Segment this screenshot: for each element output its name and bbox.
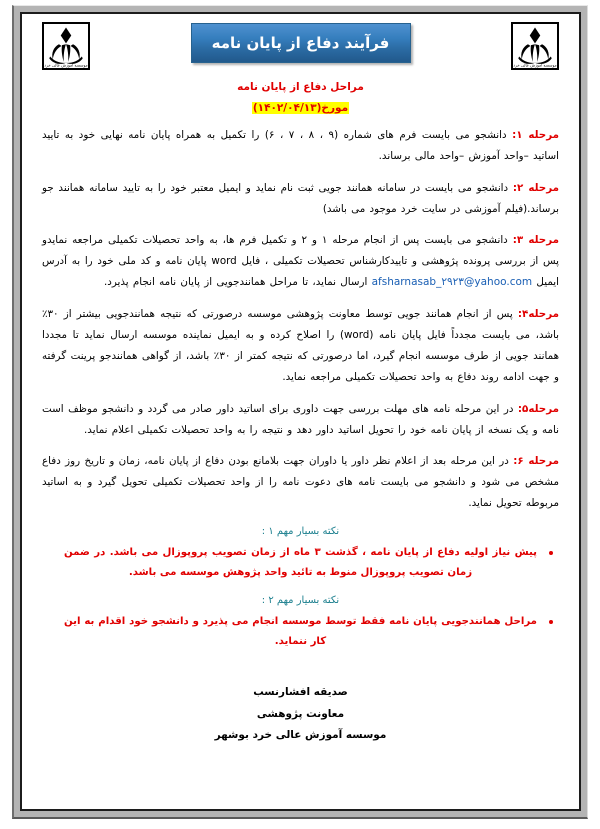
note-list-1 [42,543,559,583]
stage-text-4-after: ) را اصلاح کرده و به ایمیل نماینده موسسه ارسال نماید تا مجددا همانند جویی از طرف موسسه انجام گیرد، اما درصورتی که نتیجه کمتر از ۳۰٪ باشد، از گواهی همانندجو پرینت گرفته و جهت ادامه روند دفاع به واحد تحصیلات تکمیلی مراجعه نماید. [42,329,559,384]
note-list-2 [42,612,559,652]
document-title: فرآیند دفاع از پایان نامه [211,34,390,52]
supervisor-email-link[interactable]: afsharnasab_۲۹۲۳@yahoo.com [371,276,533,289]
document-header [36,20,565,78]
note-heading-1: نکته بسیار مهم ۱ : [261,526,340,538]
plant-emblem-icon [513,24,557,68]
document-page [22,14,579,809]
subtitle-block [36,80,565,115]
stage-label-1: مرحله ۱: [512,129,559,142]
stage-text-5: در این مرحله نامه های مهلت بررسی جهت داوری برای اساتید داور صادر می گردد و دانشجو موظف است نامه و یک نسخه از پایان نامه خود را تحویل اساتید داور دهد و نتیجه را به واحد تحصیلات تکمیلی اعلام نماید. [42,402,559,436]
stage-text-3-middle: پایان نامه و کد ملی خود را به آدرس ایمیل [42,255,559,289]
logo-caption: موسسه آموزش عالی خرد [44,62,88,68]
stage-item-3 [42,230,559,294]
stages-container [36,125,565,747]
stage-text-6: در این مرحله بعد از اعلام نظر داور یا داوران جهت بلامانع بودن دفاع از پایان نامه، زمان و تاریخ روز دفاع مشخص می شود و دانشجو می بایست نامه های دعوت نامه را از واحد تحصیلات تکمیلی تحویل گیرد و به اساتید مربوطه تحویل نماید. [42,455,559,510]
stage-item-5 [42,399,559,441]
stage-label-3: مرحله ۳: [512,234,559,247]
stage-text-1: دانشجو می بایست فرم های شماره (۹ ، ۸ ، ۷ ، ۶) را تکمیل به همراه پایان نامه نهایی خود به تایید اساتید –واحد آموزش –واحد مالی برساند. [42,129,559,163]
institute-logo-left [42,22,90,70]
page-border-frame [12,5,588,819]
stage-label-5: مرحله۵: [517,402,559,415]
logo-caption: موسسه آموزش عالی خرد [513,62,557,68]
stage-item-6 [42,451,559,514]
subtitle-text: مراحل دفاع از پایان نامه [237,81,364,93]
institute-logo-right [511,22,559,70]
document-date-highlight: مورخ(۱۴۰۲/۰۴/۱۳) [252,101,349,114]
signature-role: معاونت پژوهشی [256,707,345,720]
stage-label-6: مرحله ۶: [513,455,560,468]
document-title-banner [191,23,411,63]
signature-block [42,682,559,747]
page-sheet [20,12,581,811]
stage-item-2 [42,178,559,220]
note-bullet-2-1: مراحل همانندجویی پایان نامه فقط توسط موسسه انجام می پذیرد و دانشجو خود اقدام به این کار ننماید. [42,612,559,652]
signature-name: صدیقه افشارنسب [253,686,348,699]
stage-text-4-before: پس از انجام همانند جویی توسط معاونت پژوهشی موسسه درصورتی که نتیجه همانندجویی بیشتر از ۳۰٪ باشد، می بایست مجدداً فایل پایان نامه ( [42,308,559,342]
stage-label-2: مرحله ۲: [512,181,560,194]
stage-text-3-after: ارسال نماید، تا مراحل همانندجویی از پایان نامه انجام پذیرد. [103,276,372,289]
stage-text-2: دانشجو می بایست در سامانه همانند جویی ثبت نام نماید و ایمیل معتبر خود را به تایید سامانه همانند جو برساند.(فیلم آموزشی در سایت خرد موجود می باشد) [42,181,559,215]
word-format-token: word [344,329,370,342]
signature-organization: موسسه آموزش عالی خرد بوشهر [214,729,387,742]
word-format-token: word [211,255,237,268]
stage-item-4 [42,304,559,388]
stage-label-4: مرحله۴: [517,308,559,321]
stage-item-1 [42,125,559,167]
plant-emblem-icon [44,24,88,68]
stage-text-3-before: دانشجو می بایست پس از انجام مرحله ۱ و ۲ و تکمیل فرم ها، به واحد تحصیلات تکمیلی مراجعه نمایدو پس از بررسی پرونده پژوهشی و تاییدکارشناس تحصیلات تکمیلی ، فایل [42,234,559,268]
note-heading-2: نکته بسیار مهم ۲ : [261,595,340,607]
note-bullet-1-1: پیش نیاز اولیه دفاع از پایان نامه ، گذشت ۳ ماه از زمان تصویب پروپوزال می باشد. در ضمن زمان تصویب پروپوزال منوط به تائید واحد پژوهش موسسه می باشد. [42,543,559,583]
